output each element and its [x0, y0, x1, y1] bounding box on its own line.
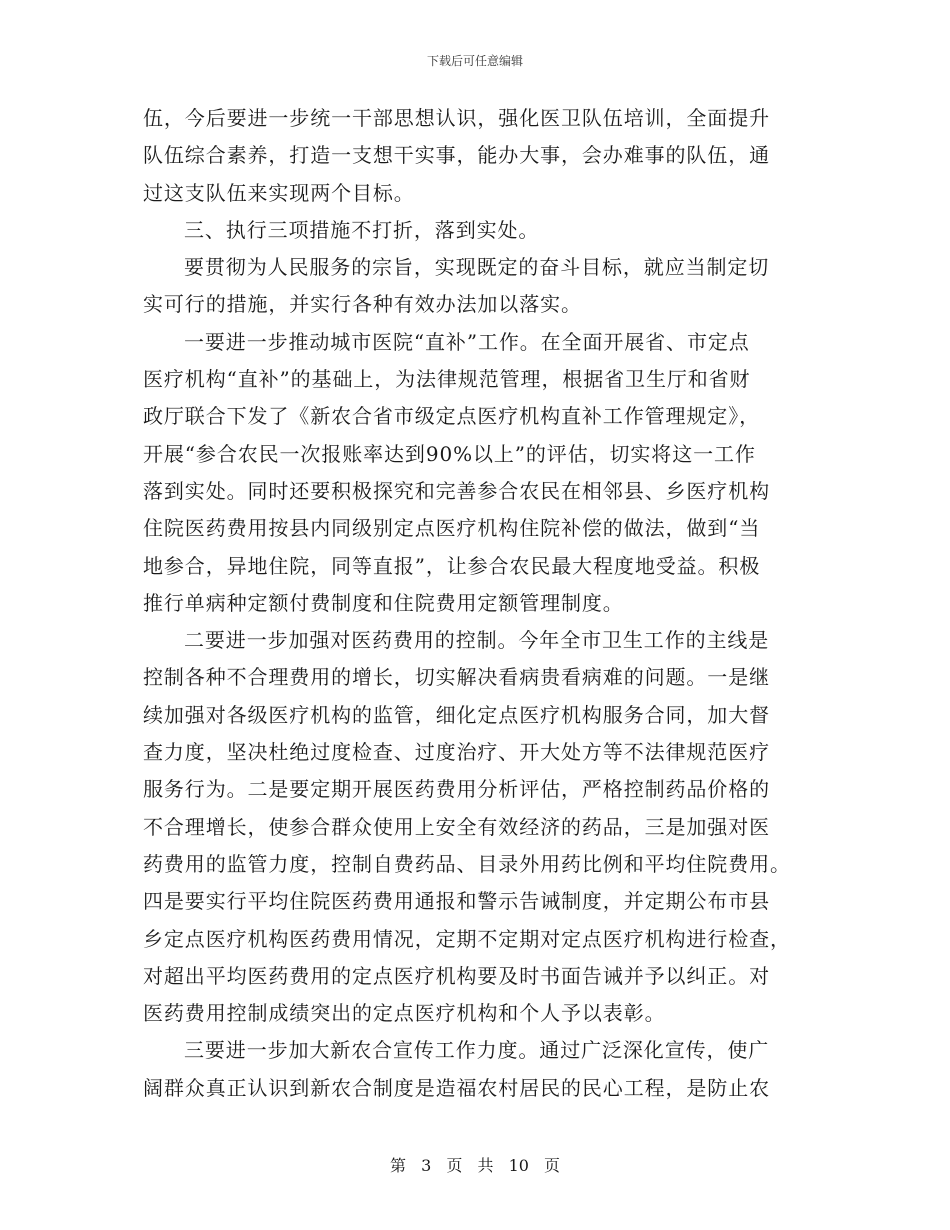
footer-prefix: 第 [389, 1156, 406, 1175]
text-line: 续加强对各级医疗机构的监管，细化定点医疗机构服务合同，加大督 [143, 702, 770, 727]
text-line: 落到实处。同时还要积极探究和完善参合农民在相邻县、乡医疗机构 [143, 478, 770, 503]
text-line: 三要进一步加大新农合宣传工作力度。通过广泛深化宣传，使广 [184, 1038, 770, 1063]
page-header-note: 下载后可任意编辑 [426, 54, 523, 68]
text-line: 地参合，异地住院，同等直报”，让参合农民最大程度地受益。积极 [143, 553, 761, 578]
footer-page-word: 页 [446, 1156, 463, 1175]
page-footer [0, 1156, 950, 1176]
text-line: 乡定点医疗机构医药费用情况，定期不定期对定点医疗机构进行检查， [143, 926, 791, 951]
text-line: 医疗机构“直补”的基础上，为法律规范管理，根据省卫生厅和省财 [143, 367, 751, 392]
footer-current-page: 3 [421, 1156, 432, 1175]
footer-total-word: 共 [477, 1156, 494, 1175]
text-line: 医药费用控制成绩突出的定点医疗机构和个人予以表彰。 [143, 1001, 666, 1026]
text-line: 伍，今后要进一步统一干部思想认识，强化医卫队伍培训，全面提升 [143, 106, 770, 130]
text-line: 二要进一步加强对医药费用的控制。今年全市卫生工作的主线是 [184, 628, 770, 653]
text-line: 实可行的措施，并实行各种有效办法加以落实。 [143, 292, 582, 317]
footer-suffix: 页 [544, 1156, 561, 1175]
document-body [143, 100, 807, 1107]
footer-total-pages: 10 [508, 1156, 529, 1175]
text-line: 住院医药费用按县内同级别定点医疗机构住院补偿的做法，做到“当 [143, 516, 761, 541]
text-line: 服务行为。二是要定期开展医药费用分析评估，严格控制药品价格的 [143, 777, 770, 802]
text-line: 控制各种不合理费用的增长，切实解决看病贵看病难的问题。一是继 [143, 665, 770, 690]
text-line: 阔群众真正认识到新农合制度是造福农村居民的民心工程，是防止农 [143, 1075, 770, 1100]
text-line: 四是要实行平均住院医药费用通报和警示告诫制度，并定期公布市县 [143, 889, 770, 914]
text-line: 对超出平均医药费用的定点医疗机构要及时书面告诫并予以纠正。对 [143, 963, 770, 988]
section-heading: 三、执行三项措施不打折，落到实处。 [184, 217, 540, 242]
text-line: 不合理增长，使参合群众使用上安全有效经济的药品，三是加强对医 [143, 814, 770, 839]
text-line: 过这支队伍来实现两个目标。 [143, 180, 415, 205]
text-line: 开展“参合农民一次报账率达到90%以上”的评估，切实将这一工作 [143, 441, 756, 466]
text-line: 一要进一步推动城市医院“直补”工作。在全面开展省、市定点 [184, 329, 750, 354]
text-line: 要贯彻为人民服务的宗旨，实现既定的奋斗目标，就应当制定切 [184, 255, 770, 280]
text-line: 查力度，坚决杜绝过度检查、过度治疗、开大处方等不法律规范医疗 [143, 740, 770, 765]
text-line: 药费用的监管力度，控制自费药品、目录外用药比例和平均住院费用。 [143, 851, 791, 876]
text-line: 政厅联合下发了《新农合省市级定点医疗机构直补工作管理规定》， [143, 404, 760, 429]
text-line: 队伍综合素养，打造一支想干实事，能办大事，会办难事的队伍，通 [143, 143, 770, 168]
text-line: 推行单病种定额付费制度和住院费用定额管理制度。 [143, 590, 624, 615]
